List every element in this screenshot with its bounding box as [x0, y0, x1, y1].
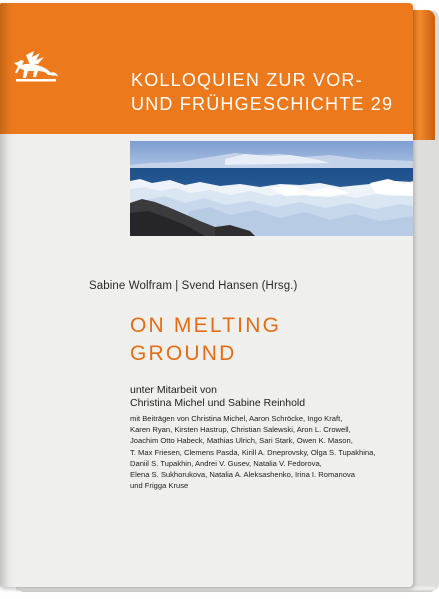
collaboration-block — [130, 384, 380, 491]
book-title — [130, 312, 281, 368]
contributors-line: mit Beiträgen von Christina Michel, Aaron Schröcke, Ingo Kraft, — [130, 414, 343, 423]
contributors-line: Daniil S. Tupakhin, Andrei V. Gusev, Natalia V. Fedorova, — [130, 458, 322, 468]
book-title-line2: GROUND — [130, 342, 237, 365]
contributors-line: Elena S. Sukhorukova, Natalia A. Aleksashenko, Irina I. Romanova — [130, 470, 355, 480]
book-cover — [0, 3, 413, 587]
contributors-list — [130, 413, 380, 491]
collaboration-intro: unter Mitarbeit von — [130, 384, 217, 396]
spine-shade — [0, 3, 14, 587]
series-title-line1: KOLLOQUIEN ZUR VOR- — [131, 70, 363, 90]
griffin-logo-icon — [12, 51, 60, 87]
series-title — [131, 68, 411, 116]
contributors-line: T. Max Friesen, Clemens Pasda, Kirill A. Dneprovsky, Olga S. Tupakhina, — [130, 447, 376, 457]
contributors-line: Joachim Otto Habeck, Mathias Ulrich, Sari Stark, Owen K. Mason, — [130, 436, 353, 446]
series-title-line2: UND FRÜHGESCHICHTE 29 — [131, 94, 394, 114]
series-band — [0, 3, 413, 134]
contributors-line: Karen Ryan, Kirsten Hastrup, Christian Salewski, Aron L. Crowell, — [130, 425, 351, 435]
glacier-icebergs-photo — [130, 141, 413, 236]
editors: Sabine Wolfram | Svend Hansen (Hrsg.) — [89, 280, 298, 292]
book-title-line1: ON MELTING — [130, 314, 282, 337]
collaboration-names: Christina Michel und Sabine Reinhold — [130, 397, 306, 409]
contributors-line: und Frigga Kruse — [130, 481, 189, 491]
